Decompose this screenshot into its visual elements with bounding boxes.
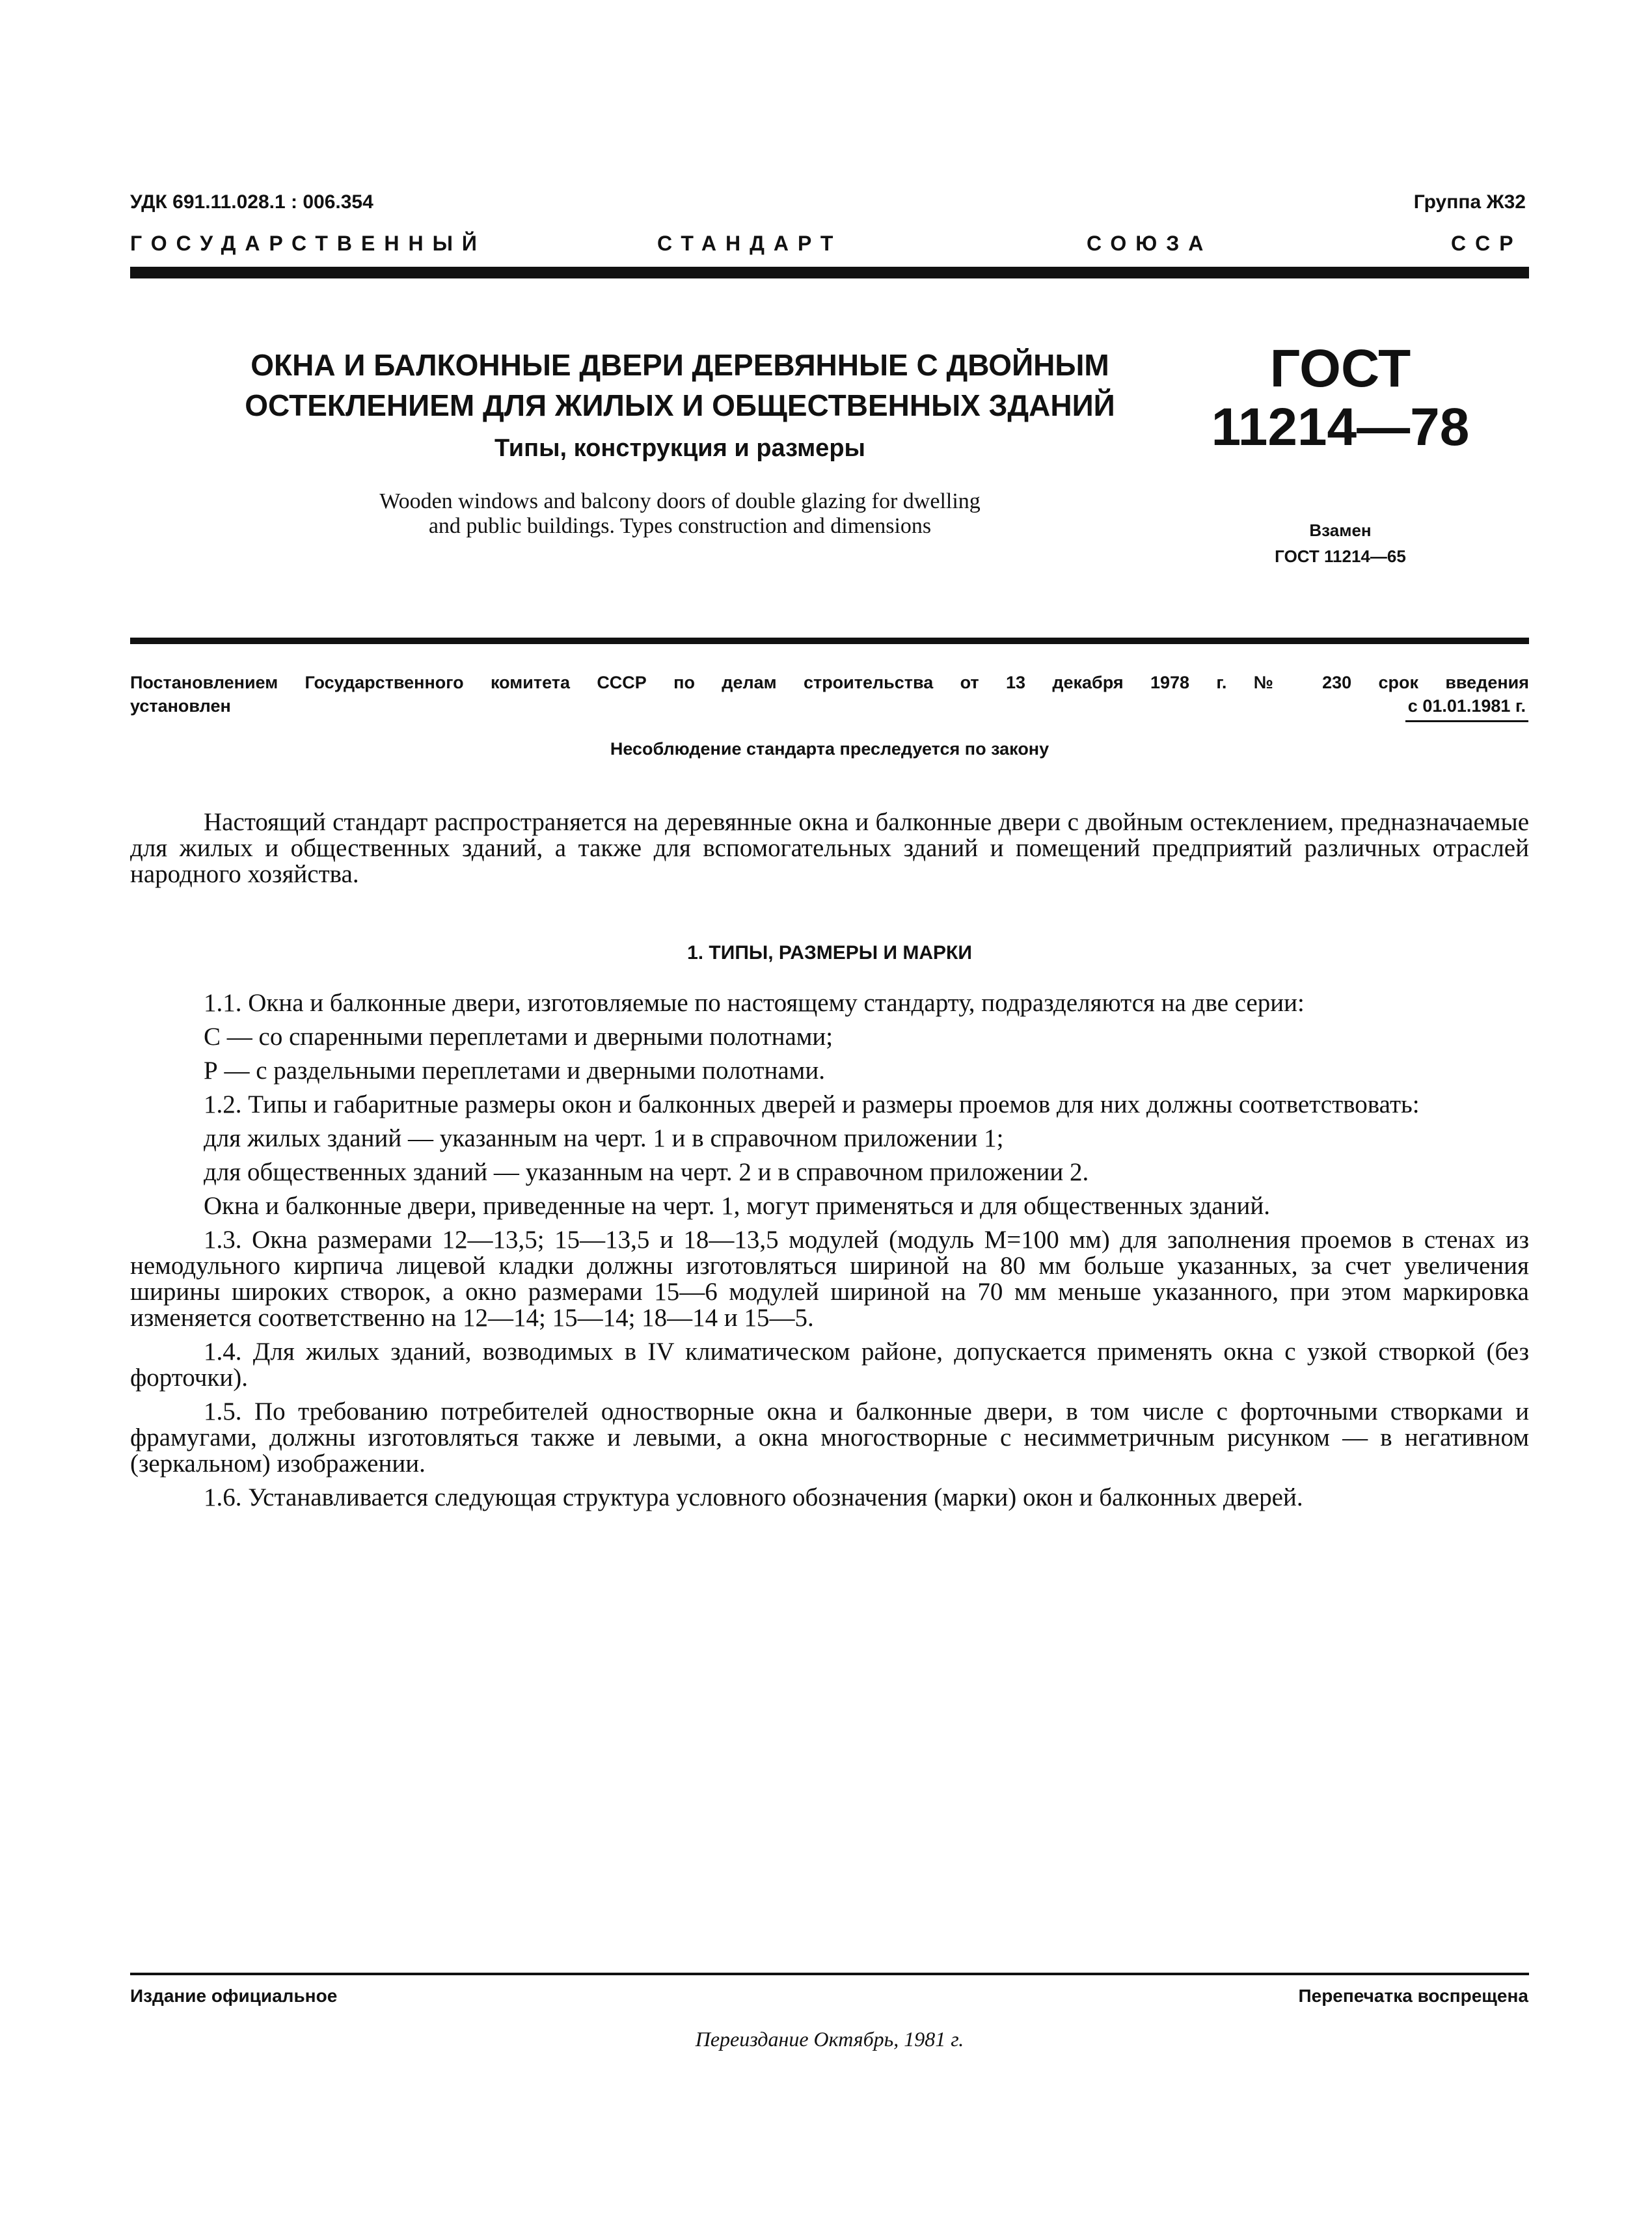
udk-code: УДК 691.11.028.1 : 006.354 bbox=[130, 191, 373, 213]
replaces-value: ГОСТ 11214—65 bbox=[1275, 547, 1406, 566]
clause-1-2: 1.2. Типы и габаритные размеры окон и балконных дверей и размеры проемов для них должны соответствовать: bbox=[204, 1090, 1420, 1118]
clause-1-4: 1.4. Для жилых зданий, возводимых в IV климатическом районе, допускается применять окна с узкой створкой (без форточки). bbox=[130, 1338, 1529, 1392]
clause-1-2-note: Окна и балконные двери, приведенные на черт. 1, могут применяться и для общественных зданий. bbox=[204, 1192, 1271, 1220]
header-word-standard: СТАНДАРТ bbox=[657, 232, 843, 255]
clause-1-2-public: для общественных зданий — указанным на черт. 2 и в справочном приложении 2. bbox=[204, 1158, 1089, 1186]
legal-notice: Несоблюдение стандарта преследуется по закону bbox=[610, 739, 1049, 759]
gost-number: 11214—78 bbox=[1211, 398, 1470, 457]
replaces-label: Взамен bbox=[1309, 520, 1372, 540]
reissue-note: Переиздание Октябрь, 1981 г. bbox=[695, 2027, 964, 2051]
header-word-ussr: ССР bbox=[1451, 232, 1523, 255]
clause-1-1-series-r: Р — с раздельными переплетами и дверными полотнами. bbox=[204, 1057, 825, 1085]
english-title-line-1: Wooden windows and balcony doors of double glazing for dwelling bbox=[379, 489, 981, 513]
clause-1-2-residential: для жилых зданий — указанным на черт. 1 и в справочном приложении 1; bbox=[204, 1124, 1004, 1152]
clause-1-3: 1.3. Окна размерами 12—13,5; 15—13,5 и 18—13,5 модулей (модуль М=100 мм) для заполнения проемов в стенах из немодульного кирпича лицевой кладки должны изготовляться шириной на 80 мм больше указанных, за счет увеличения ширины широких створок, а окно размерами 15—6 модулей шириной на 70 мм меньше указанного, при этом маркировка изменяется соответственно на 12—14; 15—14; 18—14 и 15—5. bbox=[130, 1226, 1529, 1332]
section-body bbox=[130, 990, 1529, 1519]
official-edition-label: Издание официальное bbox=[130, 1986, 338, 2006]
title-rule bbox=[130, 638, 1529, 644]
english-title-line-2: and public buildings. Types construction and dimensions bbox=[428, 514, 932, 538]
footer-rule bbox=[130, 1973, 1529, 1975]
header-word-state: ГОСУДАРСТВЕННЫЙ bbox=[130, 232, 486, 255]
english-title bbox=[215, 489, 1145, 539]
clause-1-6: 1.6. Устанавливается следующая структура условного обозначения (марки) окон и балконных дверей. bbox=[204, 1483, 1303, 1511]
clause-1-1-series-c: С — со спаренными переплетами и дверными полотнами; bbox=[204, 1023, 833, 1051]
decree-line-2: установлен bbox=[130, 696, 231, 716]
document-title bbox=[215, 345, 1145, 426]
clause-1-1: 1.1. Окна и балконные двери, изготовляемые по настоящему стандарту, подразделяются на две серии: bbox=[204, 989, 1305, 1017]
reprint-prohibited-label: Перепечатка воспрещена bbox=[1298, 1986, 1528, 2006]
header-word-union: СОЮЗА bbox=[1087, 232, 1213, 255]
clause-1-5: 1.5. По требованию потребителей одностворные окна и балконные двери, в том числе с форточными створками и фрамугами, должны изготовляться также и левыми, а окна многостворные с несимметричным рисунком — в негативном (зеркальном) изображении. bbox=[130, 1398, 1529, 1478]
decree-date: с 01.01.1981 г. bbox=[1405, 696, 1528, 722]
title-line-2: ОСТЕКЛЕНИЕМ ДЛЯ ЖИЛЫХ И ОБЩЕСТВЕННЫХ ЗДАНИЙ bbox=[245, 388, 1115, 422]
intro-paragraph: Настоящий стандарт распространяется на деревянные окна и балконные двери с двойным остеклением, предназначаемые для жилых и общественных зданий, а также для вспомогательных зданий и помещений предприятий различных отраслей народного хозяйства. bbox=[130, 808, 1529, 888]
section-heading: 1. ТИПЫ, РАЗМЕРЫ И МАРКИ bbox=[687, 942, 972, 964]
decree-line-1: Постановлением Государственного комитета СССР по делам строительства от 13 декабря 1978 г. № 230 срок введения bbox=[130, 673, 1529, 692]
header-rule bbox=[130, 267, 1529, 278]
document-subtitle: Типы, конструкция и размеры bbox=[494, 435, 865, 462]
group-code: Группа Ж32 bbox=[1413, 191, 1526, 213]
gost-label: ГОСТ bbox=[1269, 339, 1411, 398]
title-line-1: ОКНА И БАЛКОННЫЕ ДВЕРИ ДЕРЕВЯННЫЕ С ДВОЙНЫМ bbox=[251, 348, 1109, 382]
